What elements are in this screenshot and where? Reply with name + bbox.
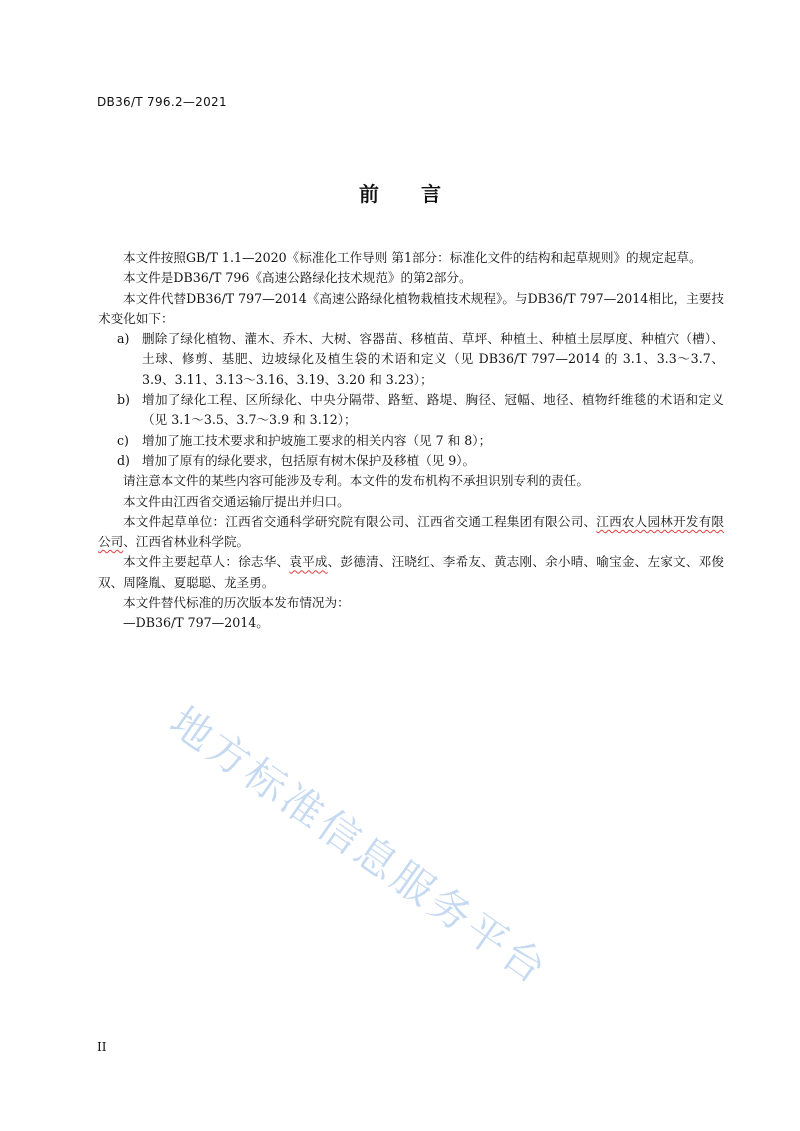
spellcheck-flagged-text: 袁平成 <box>289 554 328 570</box>
foreword-body <box>98 248 724 634</box>
page-title: 前言 <box>359 182 483 206</box>
paragraph-drafting-rules: 本文件按照GB/T 1.1—2020《标准化工作导则 第1部分：标准化文件的结构和起草规则》的规定起草。 <box>123 250 702 265</box>
list-item-text: 增加了原有的绿化要求，包括原有树木保护及移植（见 9）。 <box>142 452 476 468</box>
history-item: —DB36/T 797—2014。 <box>123 615 269 631</box>
list-marker: a) <box>117 331 130 347</box>
list-item-text: 删除了绿化植物、灌木、乔木、大树、容器苗、移植苗、草坪、种植土、种植土层厚度、种植穴（槽）、土球、修剪、基肥、边坡绿化及植生袋的术语和定义（见 DB36/T 797—2014 的 3.1、3.3～3.7、3.9、3.11、3.13～3.16、3.19、3.20 和 3.23）； <box>142 331 724 387</box>
drafters-text: 、彭德清、汪晓红、李希友、黄志刚、余小晴、喻宝金、左家文、邓俊双、周隆胤、夏聪聪、龙圣勇。 <box>98 554 725 590</box>
paragraph-proposer: 本文件由江西省交通运输厅提出并归口。 <box>123 493 350 509</box>
list-item <box>98 431 724 451</box>
document-code: DB36/T 796.2—2021 <box>97 95 227 109</box>
list-marker: d) <box>117 452 130 468</box>
paragraph-series-part: 本文件是DB36/T 796《高速公路绿化技术规范》的第2部分。 <box>123 270 472 286</box>
list-item <box>98 329 724 390</box>
paragraph-drafters <box>98 552 724 593</box>
paragraph-patent-notice: 请注意本文件的某些内容可能涉及专利。本文件的发布机构不承担识别专利的责任。 <box>123 473 589 489</box>
drafting-units-text: 、江西省林业科学院。 <box>123 534 250 550</box>
drafting-units-text: 本文件起草单位：江西省交通科学研究院有限公司、江西省交通工程集团有限公司、 <box>123 513 597 529</box>
list-marker: c) <box>117 432 129 448</box>
spellcheck-flagged-text: 江西农人园林开发有限公司 <box>98 513 725 550</box>
drafters-text: 本文件主要起草人：徐志华、 <box>123 554 290 570</box>
list-item <box>98 451 724 471</box>
list-marker: b) <box>117 392 130 408</box>
watermark: 地方标准信息服务平台 <box>161 697 558 995</box>
list-item-text: 增加了绿化工程、区所绿化、中央分隔带、路堑、路堤、胸径、冠幅、地径、植物纤维毯的术语和定义（见 3.1～3.5、3.7～3.9 和 3.12）； <box>142 392 724 428</box>
paragraph-replacement: 本文件代替DB36/T 797—2014《高速公路绿化植物栽植技术规程》。与DB36/T 797—2014相比，主要技术变化如下： <box>98 290 724 326</box>
list-item <box>98 390 724 431</box>
paragraph-drafting-units <box>98 512 724 553</box>
list-item-text: 增加了施工技术要求和护坡施工要求的相关内容（见 7 和 8）； <box>142 432 492 448</box>
page-number: II <box>97 1040 107 1054</box>
paragraph-history-intro: 本文件替代标准的历次版本发布情况为： <box>123 595 350 611</box>
